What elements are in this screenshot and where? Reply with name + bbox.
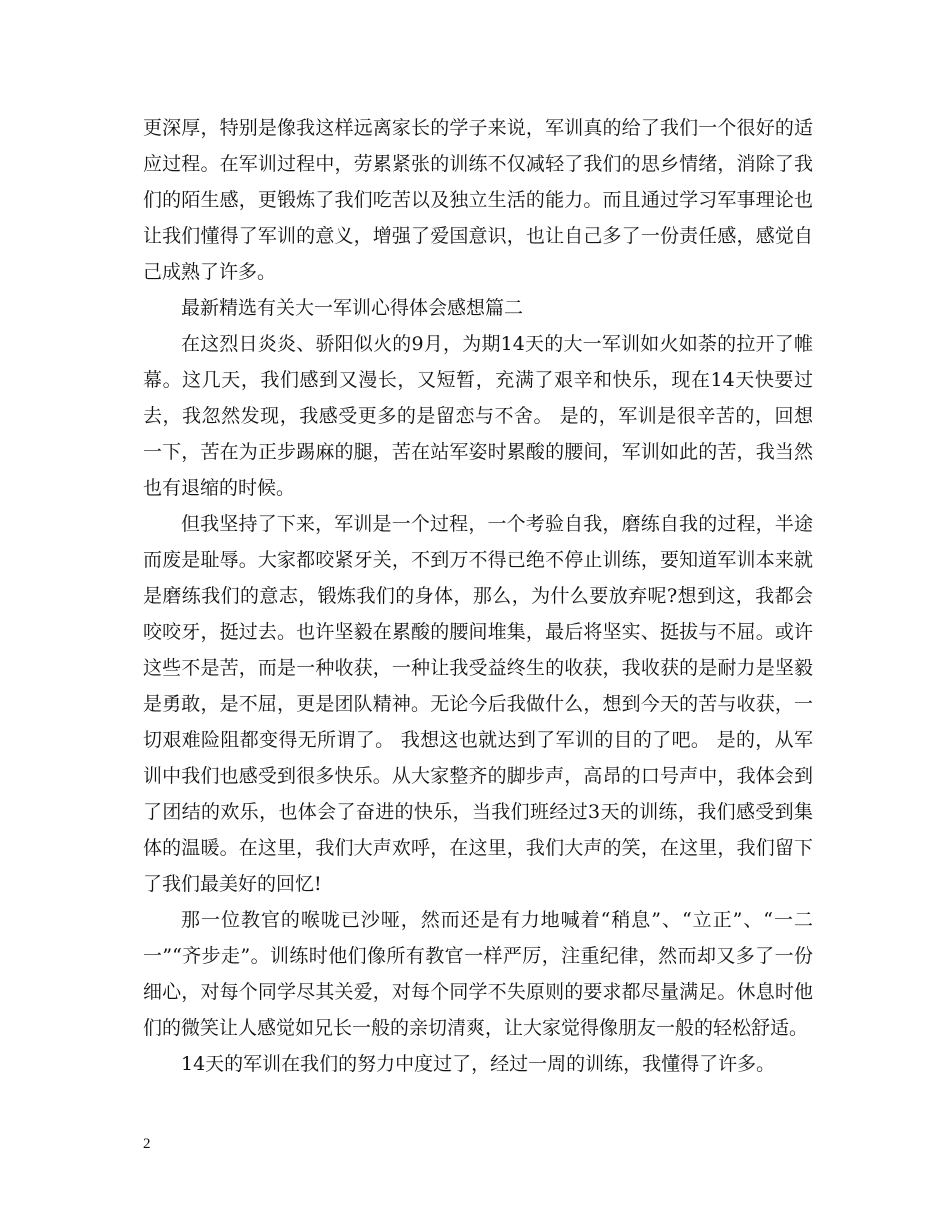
paragraph-1: 更深厚，特别是像我这样远离家长的学子来说，军训真的给了我们一个很好的适应过程。在军训过程中，劳累紧张的训练不仅减轻了我们的思乡情绪，消除了我们的陌生感，更锻炼了我们吃苦以及独立生活的能力。而且通过学习军事理论也让我们懂得了军训的意义，增强了爱国意识，也让自己多了一份责任感，感觉自己成熟了许多。 bbox=[143, 117, 813, 283]
paragraph-3: 但我坚持了下来，军训是一个过程，一个考验自我，磨练自我的过程，半途而废是耻辱。大家都咬紧牙关，不到万不得已绝不停止训练，要知道军训本来就是磨练我们的意志，锻炼我们的身体，那么，为什么要放弃呢?想到这，我都会咬咬牙，挺过去。也许坚毅在累酸的腰间堆集，最后将坚实、挺拔与不屈。或许这些不是苦，而是一种收获，一种让我受益终生的收获，我收获的是耐力是坚毅是勇敢，是不屈，更是团队精神。无论今后我做什么，想到今天的苦与收获，一切艰难险阻都变得无所谓了。 我想这也就达到了军训的目的了吧。 是的，从军训中我们也感受到很多快乐。从大家整齐的脚步声，高昂的口号声中，我体会到了团结的欢乐，也体会了奋进的快乐，当我们班经过3天的训练，我们感受到集体的温暖。在这里，我们大声欢呼，在这里，我们大声的笑，在这里，我们留下了我们最美好的回忆! bbox=[143, 513, 813, 895]
document-body bbox=[143, 110, 813, 1082]
paragraph-2: 在这烈日炎炎、骄阳似火的9月，为期14天的大一军训如火如荼的拉开了帷幕。这几天，我们感到又漫长，又短暂，充满了艰辛和快乐，现在14天快要过去，我忽然发现，我感受更多的是留恋与不舍。 是的，军训是很辛苦的，回想一下，苦在为正步踢麻的腿，苦在站军姿时累酸的腰间，军训如此的苦，我当然也有退缩的时候。 bbox=[143, 333, 813, 499]
paragraph-5: 14天的军训在我们的努力中度过了，经过一周的训练，我懂得了许多。 bbox=[181, 1053, 776, 1075]
paragraph-4: 那一位教官的喉咙已沙哑，然而还是有力地喊着“稍息”、“立正”、“一二一”“齐步走”。训练时他们像所有教官一样严厉，注重纪律，然而却又多了一份细心，对每个同学尽其关爱，对每个同学不失原则的要求都尽量满足。休息时他们的微笑让人感觉如兄长一般的亲切清爽，让大家觉得像朋友一般的轻松舒适。 bbox=[143, 909, 813, 1039]
page-number: 2 bbox=[143, 1136, 151, 1152]
section-heading: 最新精选有关大一军训心得体会感想篇二 bbox=[181, 297, 524, 319]
